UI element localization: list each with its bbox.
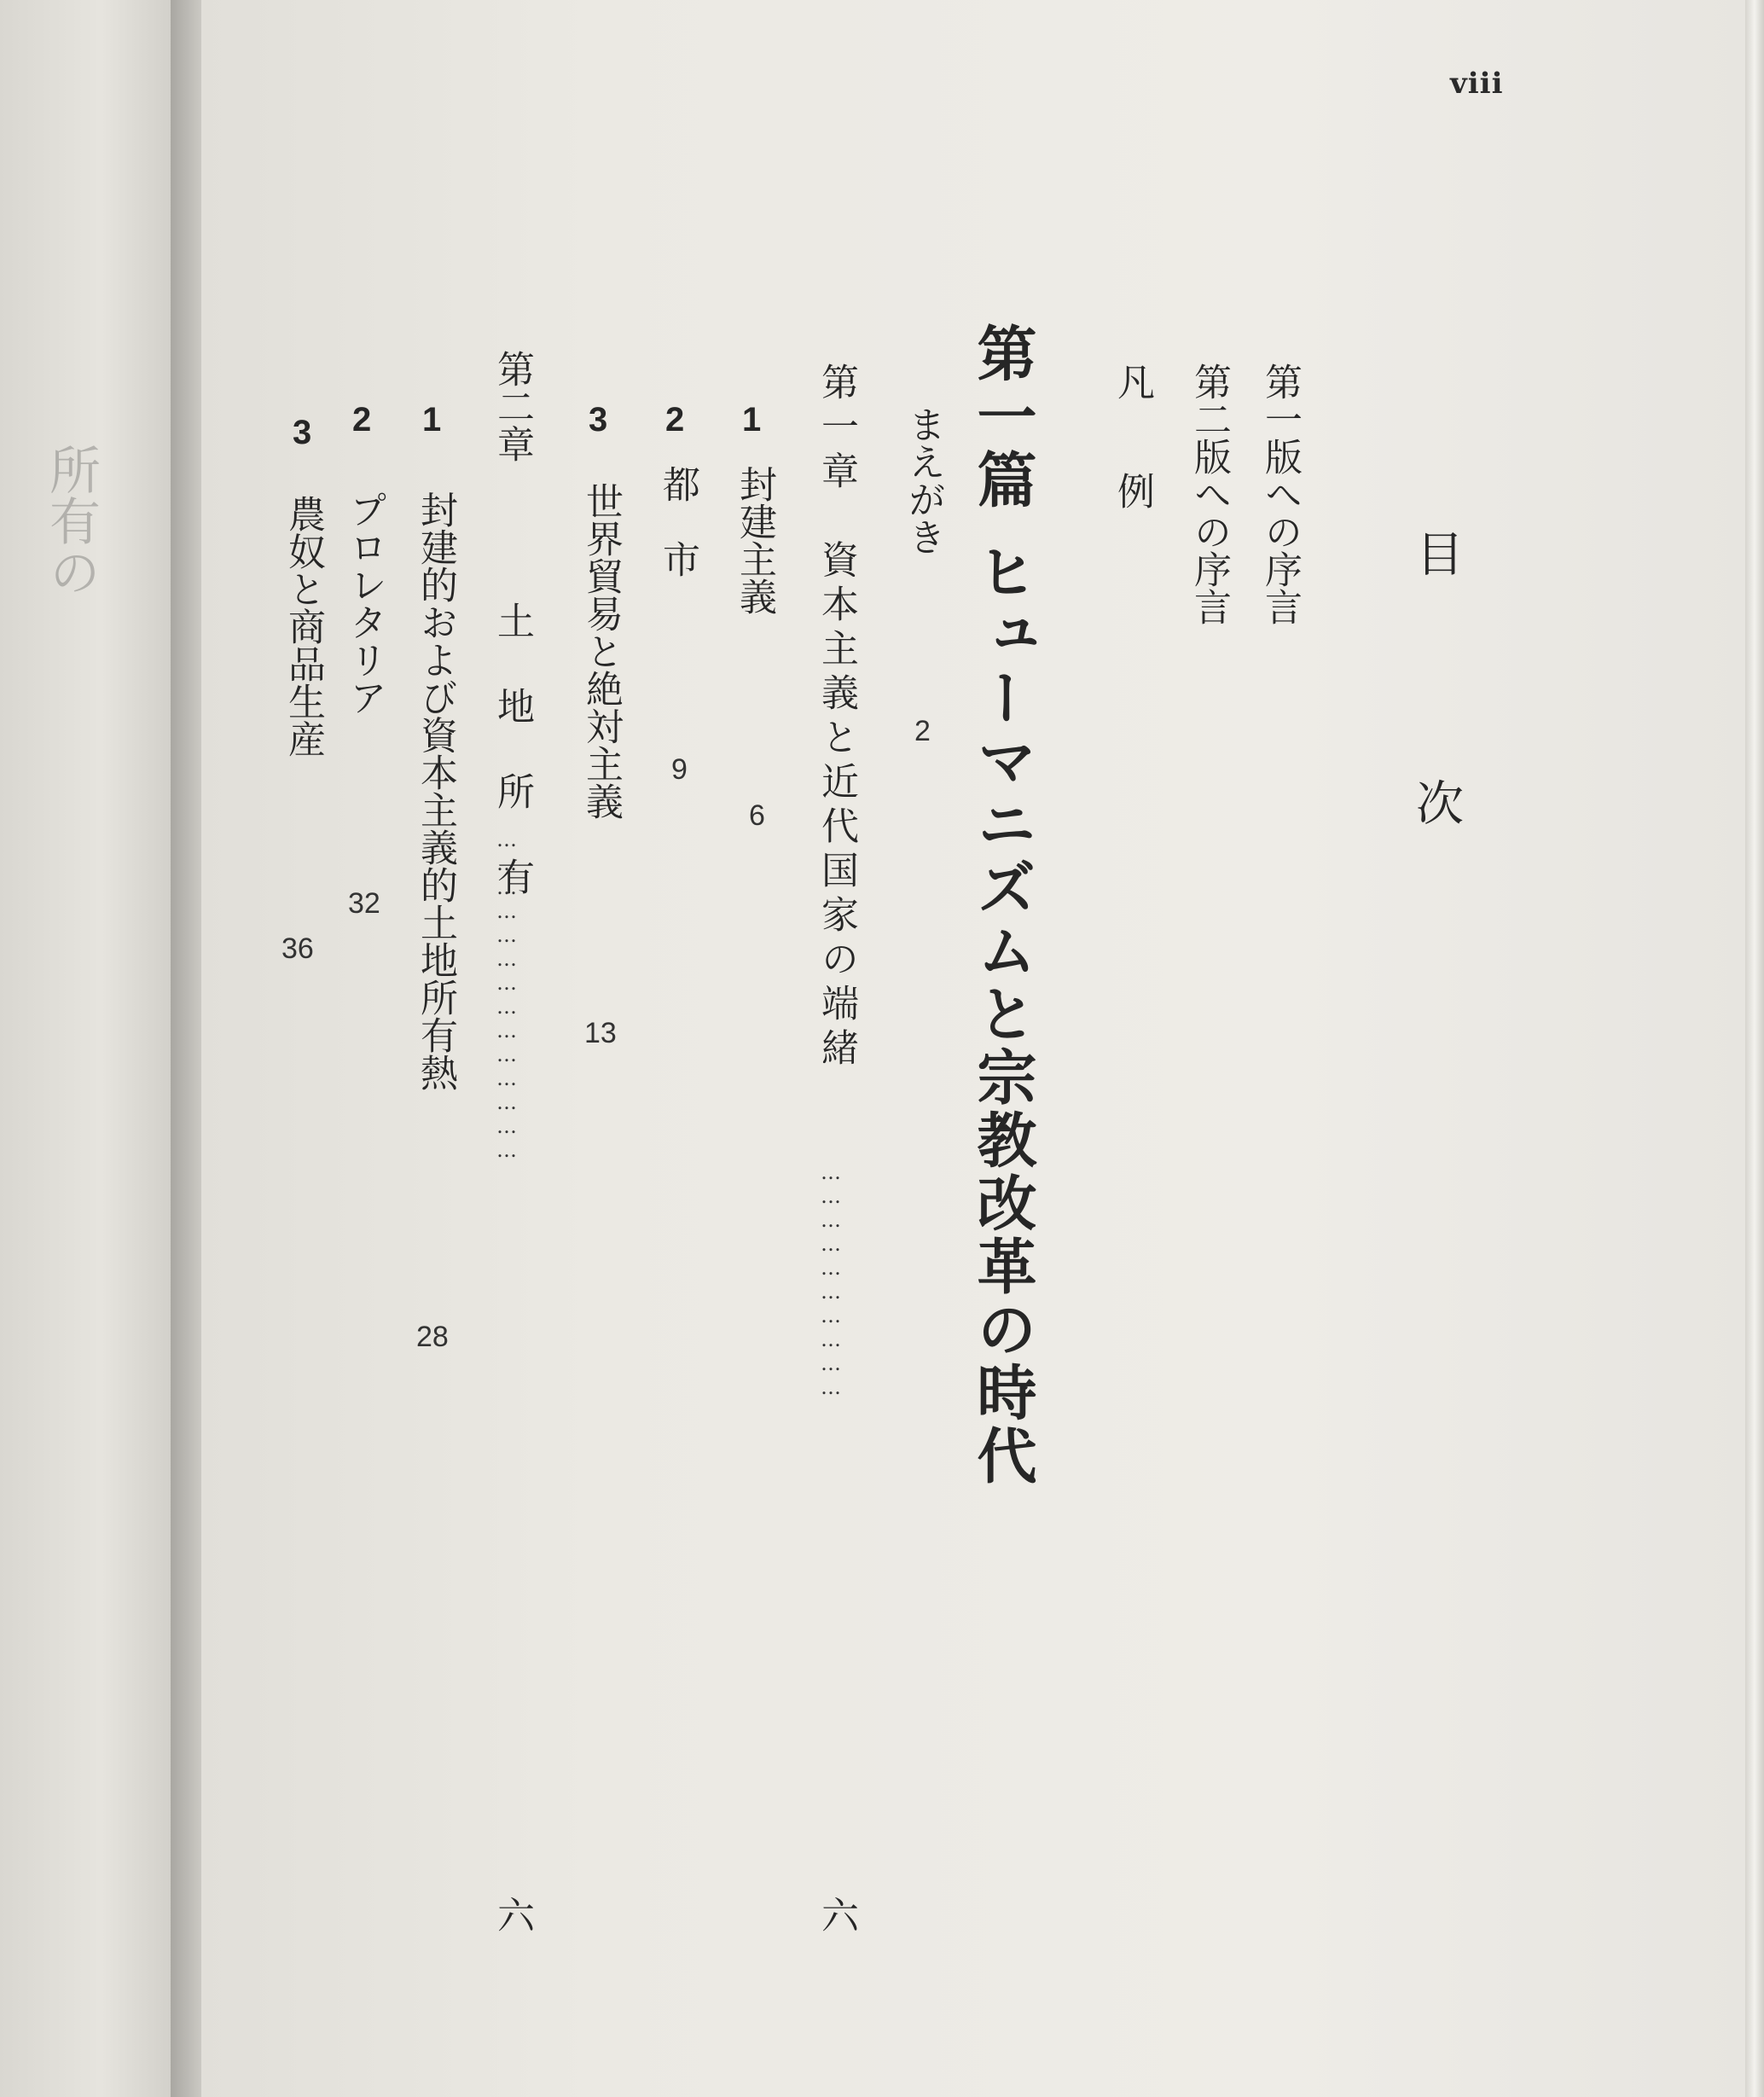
chapter-1-label: 第一章	[815, 363, 858, 496]
section-1-2-number: 2	[665, 401, 685, 439]
section-2-1-title[interactable]: 封建的および資本主義的土地所有熱	[414, 491, 457, 1091]
section-2-1-number: 1	[422, 401, 442, 439]
chapter-1-page: 六	[815, 1896, 858, 1933]
chapter-1-leader-dots: …………………………	[819, 1160, 843, 1399]
section-2-2-number: 2	[352, 401, 372, 439]
section-1-2-page: 9	[671, 753, 688, 786]
chapter-1-title: 資本主義と近代国家の端緒	[815, 540, 858, 1072]
page-folio: viii	[1450, 67, 1504, 101]
chapter-2-leader-dots: ……………………………………	[495, 828, 519, 1162]
chapter-2-page: 六	[490, 1896, 534, 1933]
toc-preface[interactable]: まえがき	[902, 405, 945, 555]
section-1-1-title[interactable]: 封建主義	[733, 465, 776, 615]
section-1-3-title[interactable]: 世界貿易と絶対主義	[579, 482, 623, 820]
section-2-3-title[interactable]: 農奴と商品生産	[281, 495, 325, 758]
toc-front-matter-1[interactable]: 第一版への序言	[1258, 363, 1302, 625]
left-page-bleed-text: 所有の	[41, 444, 101, 597]
toc-title: 目 次	[1408, 529, 1464, 903]
section-1-1-page: 6	[749, 799, 765, 832]
section-2-3-number: 3	[293, 414, 312, 451]
left-page	[0, 0, 183, 2097]
section-1-3-page: 13	[584, 1017, 617, 1049]
section-1-3-number: 3	[589, 401, 608, 439]
section-2-1-page: 28	[416, 1321, 449, 1353]
part-title: ヒューマニズムと宗教改革の時代	[967, 541, 1038, 1488]
page-edge	[1745, 0, 1764, 2097]
toc-preface-page: 2	[914, 715, 931, 747]
section-1-2-title[interactable]: 都 市	[656, 465, 699, 578]
toc-front-matter-2[interactable]: 第二版への序言	[1187, 363, 1231, 625]
toc-chapter-1[interactable]	[815, 363, 858, 1072]
toc-chapter-2-label[interactable]: 第二章	[490, 350, 534, 462]
section-2-2-page: 32	[348, 887, 380, 920]
part-label: 第一篇	[967, 322, 1038, 512]
section-2-2-title[interactable]: プロレタリア	[343, 491, 386, 716]
section-2-3-page: 36	[281, 932, 314, 965]
toc-chapter-2-title[interactable]: 土 地 所 有	[490, 601, 534, 900]
part-heading	[967, 322, 1038, 1488]
section-1-1-number: 1	[742, 401, 762, 439]
toc-front-matter-3[interactable]: 凡 例	[1111, 363, 1154, 526]
